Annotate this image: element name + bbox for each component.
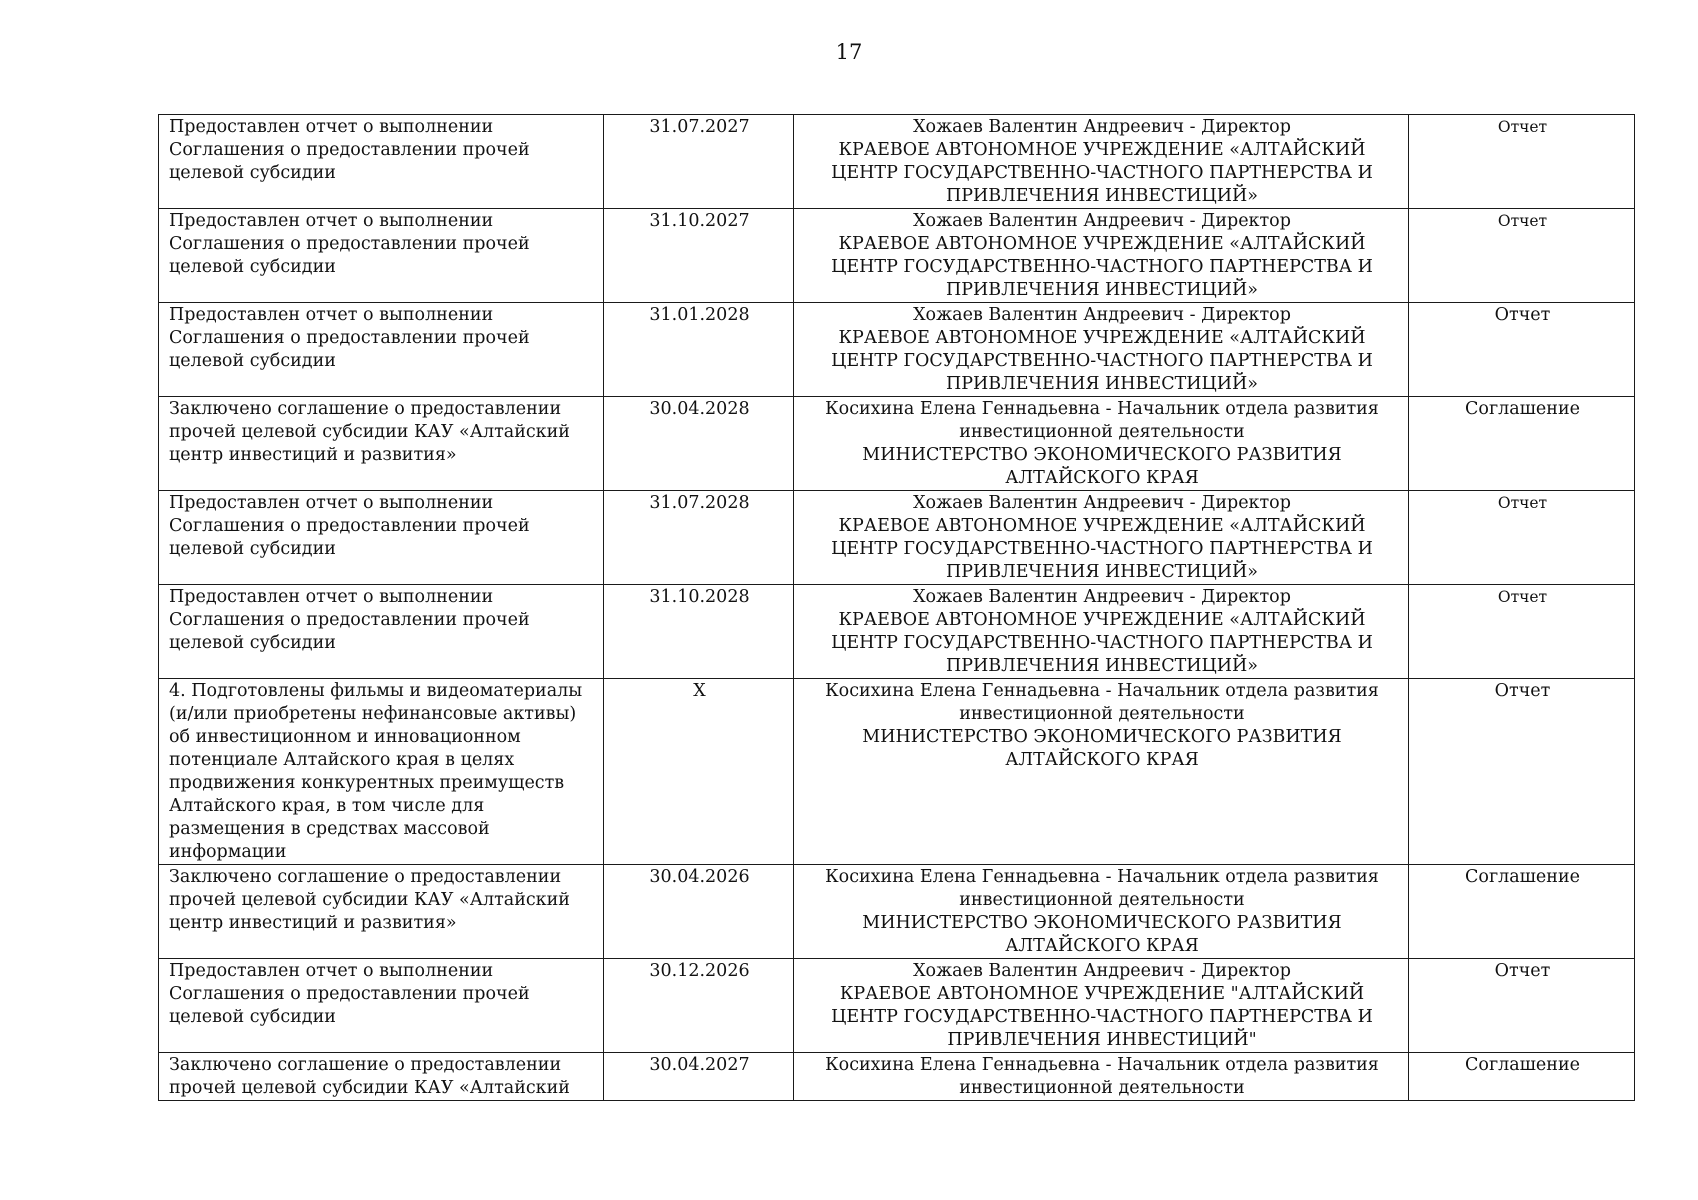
table-row [159, 865, 1635, 959]
responsible-person: Косихина Елена Геннадьевна - Начальник отдела развития инвестиционной деятельности [825, 681, 1379, 724]
table-row [159, 397, 1635, 491]
date-cell: 31.07.2028 [604, 491, 794, 585]
document-cell: Соглашение [1409, 865, 1635, 959]
responsible-person: Косихина Елена Геннадьевна - Начальник отдела развития инвестиционной деятельности [825, 867, 1379, 910]
responsible-cell [794, 303, 1409, 397]
date-cell: 30.04.2026 [604, 865, 794, 959]
date-cell: 30.12.2026 [604, 959, 794, 1053]
responsible-cell [794, 585, 1409, 679]
responsible-cell [794, 115, 1409, 209]
document-cell: Отчет [1409, 115, 1635, 209]
event-cell: Предоставлен отчет о выполнении Соглашения о предоставлении прочей целевой субсидии [159, 209, 604, 303]
date-cell: Х [604, 679, 794, 865]
responsible-organization: МИНИСТЕРСТВО ЭКОНОМИЧЕСКОГО РАЗВИТИЯ АЛТАЙСКОГО КРАЯ [862, 913, 1342, 956]
table-row [159, 209, 1635, 303]
responsible-cell [794, 865, 1409, 959]
responsible-person: Хожаев Валентин Андреевич - Директор [913, 493, 1291, 513]
event-cell: Заключено соглашение о предоставлении прочей целевой субсидии КАУ «Алтайский центр инвестиций и развития» [159, 865, 604, 959]
responsible-cell [794, 679, 1409, 865]
document-cell: Отчет [1409, 209, 1635, 303]
date-cell: 31.01.2028 [604, 303, 794, 397]
document-cell: Отчет [1409, 585, 1635, 679]
event-cell: Предоставлен отчет о выполнении Соглашения о предоставлении прочей целевой субсидии [159, 115, 604, 209]
responsible-organization: КРАЕВОЕ АВТОНОМНОЕ УЧРЕЖДЕНИЕ «АЛТАЙСКИЙ ЦЕНТР ГОСУДАРСТВЕННО-ЧАСТНОГО ПАРТНЕРСТВА И ПРИВЛЕЧЕНИЯ ИНВЕСТИЦИЙ» [831, 234, 1373, 300]
document-cell: Соглашение [1409, 1053, 1635, 1101]
document-cell: Отчет [1409, 303, 1635, 397]
responsible-organization: КРАЕВОЕ АВТОНОМНОЕ УЧРЕЖДЕНИЕ «АЛТАЙСКИЙ ЦЕНТР ГОСУДАРСТВЕННО-ЧАСТНОГО ПАРТНЕРСТВА И ПРИВЛЕЧЕНИЯ ИНВЕСТИЦИЙ» [831, 140, 1373, 206]
responsible-person: Хожаев Валентин Андреевич - Директор [913, 117, 1291, 137]
responsible-organization: КРАЕВОЕ АВТОНОМНОЕ УЧРЕЖДЕНИЕ "АЛТАЙСКИЙ ЦЕНТР ГОСУДАРСТВЕННО-ЧАСТНОГО ПАРТНЕРСТВА И ПРИВЛЕЧЕНИЯ ИНВЕСТИЦИЙ" [831, 984, 1373, 1050]
event-cell: Предоставлен отчет о выполнении Соглашения о предоставлении прочей целевой субсидии [159, 959, 604, 1053]
responsible-organization: КРАЕВОЕ АВТОНОМНОЕ УЧРЕЖДЕНИЕ «АЛТАЙСКИЙ ЦЕНТР ГОСУДАРСТВЕННО-ЧАСТНОГО ПАРТНЕРСТВА И ПРИВЛЕЧЕНИЯ ИНВЕСТИЦИЙ» [831, 516, 1373, 582]
responsible-cell [794, 1053, 1409, 1101]
event-cell: Заключено соглашение о предоставлении прочей целевой субсидии КАУ «Алтайский [159, 1053, 604, 1101]
plan-table [158, 114, 1635, 1101]
date-cell: 30.04.2027 [604, 1053, 794, 1101]
table-row [159, 115, 1635, 209]
responsible-organization: МИНИСТЕРСТВО ЭКОНОМИЧЕСКОГО РАЗВИТИЯ АЛТАЙСКОГО КРАЯ [862, 727, 1342, 770]
event-cell: Предоставлен отчет о выполнении Соглашения о предоставлении прочей целевой субсидии [159, 303, 604, 397]
responsible-person: Косихина Елена Геннадьевна - Начальник отдела развития инвестиционной деятельности [825, 1055, 1379, 1098]
responsible-cell [794, 397, 1409, 491]
responsible-cell [794, 491, 1409, 585]
page-number: 17 [835, 40, 863, 64]
table-row [159, 491, 1635, 585]
date-cell: 31.10.2027 [604, 209, 794, 303]
responsible-organization: КРАЕВОЕ АВТОНОМНОЕ УЧРЕЖДЕНИЕ «АЛТАЙСКИЙ ЦЕНТР ГОСУДАРСТВЕННО-ЧАСТНОГО ПАРТНЕРСТВА И ПРИВЛЕЧЕНИЯ ИНВЕСТИЦИЙ» [831, 610, 1373, 676]
event-cell: Заключено соглашение о предоставлении прочей целевой субсидии КАУ «Алтайский центр инвестиций и развития» [159, 397, 604, 491]
event-cell: 4. Подготовлены фильмы и видеоматериалы (и/или приобретены нефинансовые активы) об инвестиционном и инновационном потенциале Алтайского края в целях продвижения конкурентных преимуществ Алтайского края, в том числе для размещения в средствах массовой информации [159, 679, 604, 865]
table-row [159, 1053, 1635, 1101]
event-cell: Предоставлен отчет о выполнении Соглашения о предоставлении прочей целевой субсидии [159, 491, 604, 585]
table-row [159, 959, 1635, 1053]
responsible-organization: КРАЕВОЕ АВТОНОМНОЕ УЧРЕЖДЕНИЕ «АЛТАЙСКИЙ ЦЕНТР ГОСУДАРСТВЕННО-ЧАСТНОГО ПАРТНЕРСТВА И ПРИВЛЕЧЕНИЯ ИНВЕСТИЦИЙ» [831, 328, 1373, 394]
document-cell: Отчет [1409, 959, 1635, 1053]
document-cell: Отчет [1409, 679, 1635, 865]
document-cell: Соглашение [1409, 397, 1635, 491]
date-cell: 31.07.2027 [604, 115, 794, 209]
responsible-person: Хожаев Валентин Андреевич - Директор [913, 305, 1291, 325]
responsible-person: Хожаев Валентин Андреевич - Директор [913, 211, 1291, 231]
responsible-person: Косихина Елена Геннадьевна - Начальник отдела развития инвестиционной деятельности [825, 399, 1379, 442]
table-row [159, 585, 1635, 679]
date-cell: 31.10.2028 [604, 585, 794, 679]
responsible-organization: МИНИСТЕРСТВО ЭКОНОМИЧЕСКОГО РАЗВИТИЯ АЛТАЙСКОГО КРАЯ [862, 445, 1342, 488]
responsible-cell [794, 959, 1409, 1053]
responsible-person: Хожаев Валентин Андреевич - Директор [913, 587, 1291, 607]
table-row [159, 679, 1635, 865]
table-row [159, 303, 1635, 397]
date-cell: 30.04.2028 [604, 397, 794, 491]
event-cell: Предоставлен отчет о выполнении Соглашения о предоставлении прочей целевой субсидии [159, 585, 604, 679]
document-cell: Отчет [1409, 491, 1635, 585]
responsible-cell [794, 209, 1409, 303]
responsible-person: Хожаев Валентин Андреевич - Директор [913, 961, 1291, 981]
